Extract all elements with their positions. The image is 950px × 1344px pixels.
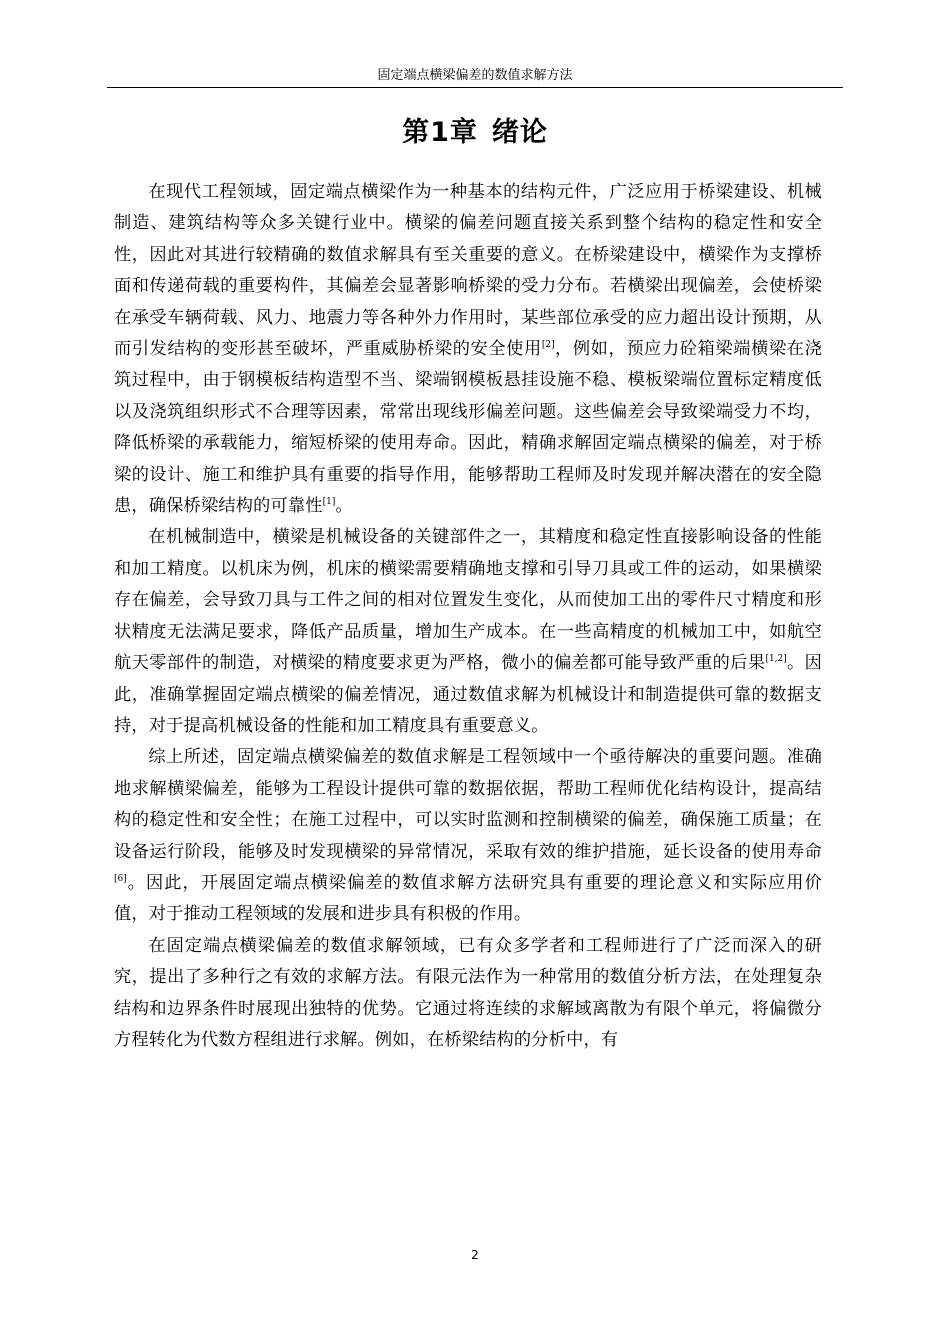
chapter-number: 第1章: [402, 117, 478, 148]
paragraph-1: 在现代工程领域，固定端点横梁作为一种基本的结构元件，广泛应用于桥梁建设、机械制造、建筑结构等众多关键行业中。横梁的偏差问题直接关系到整个结构的稳定性和安全性，因此对其进行较精确的数值求解具有至关重要的意义。在桥梁建设中，横梁作为支撑桥面和传递荷载的重要构件，其偏差会显著影响桥梁的受力分布。若横梁出现偏差，会使桥梁在承受车辆荷载、风力、地震力等各种外力作用时，某些部位承受的应力超出设计预期，从而引发结构的变形甚至破坏，严重威胁桥梁的安全使用[2]，例如，预应力砼箱梁端横梁在浇筑过程中，由于钢模板结构造型不当、梁端钢模板悬挂设施不稳、模板梁端位置标定精度低以及浇筑组织形式不合理等因素，常常出现线形偏差问题。这些偏差会导致梁端受力不均，降低桥梁的承载能力，缩短桥梁的使用寿命。因此，精确求解固定端点横梁的偏差，对于桥梁的设计、施工和维护具有重要的指导作用，能够帮助工程师及时发现并解决潜在的安全隐患，确保桥梁结构的可靠性[1]。: [114, 182, 822, 517]
citation: [2]: [541, 340, 555, 351]
citation: [1]: [322, 497, 336, 508]
paragraph-4: 在固定端点横梁偏差的数值求解领域，已有众多学者和工程师进行了广泛而深入的研究，提出了多种行之有效的求解方法。有限元法作为一种常用的数值分析方法，在处理复杂结构和边界条件时展现出独特的优势。它通过将连续的求解域离散为有限个单元，将偏微分方程转化为代数方程组进行求解。例如，在桥梁结构的分析中，有: [114, 935, 822, 1050]
paragraph-3: 综上所述，固定端点横梁偏差的数值求解是工程领域中一个亟待解决的重要问题。准确地求解横梁偏差，能够为工程设计提供可靠的数据依据，帮助工程师优化结构设计，提高结构的稳定性和安全性；在施工过程中，可以实时监测和控制横梁的偏差，确保施工质量；在设备运行阶段，能够及时发现横梁的异常情况，采取有效的维护措施，延长设备的使用寿命[6]。因此，开展固定端点横梁偏差的数值求解方法研究具有重要的理论意义和实际应用价值，对于推动工程领域的发展和进步具有积极的作用。: [114, 747, 822, 925]
body-text: [114, 177, 822, 1056]
running-header: 固定端点横梁偏差的数值求解方法: [377, 68, 573, 83]
paragraph-2: 在机械制造中，横梁是机械设备的关键部件之一，其精度和稳定性直接影响设备的性能和加工精度。以机床为例，机床的横梁需要精确地支撑和引导刀具或工件的运动，如果横梁存在偏差，会导致刀具与工件之间的相对位置发生变化，从而使加工出的零件尺寸精度和形状精度无法满足要求，降低产品质量，增加生产成本。在一些高精度的机械加工中，如航空航天零部件的制造，对横梁的精度要求更为严格，微小的偏差都可能导致严重的后果[1,2]。因此，准确掌握固定端点横梁的偏差情况，通过数值求解为机械设计和制造提供可靠的数据支持，对于提高机械设备的性能和加工精度具有重要意义。: [114, 527, 822, 736]
citation: [1,2]: [765, 654, 787, 665]
header-rule: [107, 87, 843, 88]
chapter-heading: [107, 113, 843, 153]
chapter-title: 绪论: [491, 117, 548, 148]
page-number: 2: [471, 1248, 479, 1262]
citation: [6]: [114, 873, 127, 884]
